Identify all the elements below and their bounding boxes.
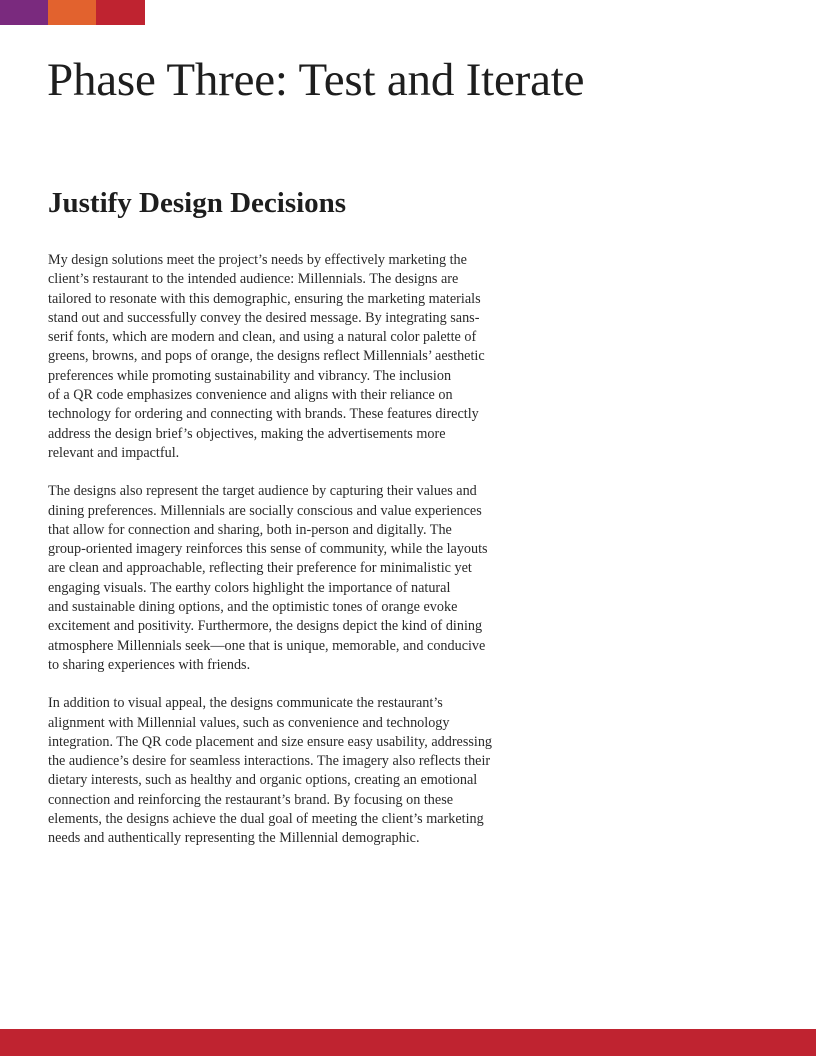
header-accent-bar [0, 0, 145, 25]
section-heading: Justify Design Decisions [48, 187, 347, 219]
body-paragraph [48, 694, 553, 848]
paragraph-line: that allow for connection and sharing, both in-person and digitally. The [48, 521, 452, 538]
paragraph-line: tailored to resonate with this demographic, ensuring the marketing materials [48, 290, 481, 307]
paragraph-line: dietary interests, such as healthy and organic options, creating an emotional [48, 772, 478, 789]
paragraph-line: to sharing experiences with friends. [48, 656, 251, 673]
footer-bar [0, 1029, 816, 1056]
paragraph-line: client’s restaurant to the intended audience: Millennials. The designs are [48, 271, 459, 288]
paragraph-line: dining preferences. Millennials are socially conscious and value experiences [48, 502, 482, 519]
body-paragraph [48, 482, 553, 675]
paragraph-line: relevant and impactful. [48, 444, 180, 461]
paragraph-line: stand out and successfully convey the desired message. By integrating sans- [48, 309, 480, 326]
accent-segment-orange [48, 0, 96, 25]
paragraph-line: connection and reinforcing the restaurant’s brand. By focusing on these [48, 791, 454, 808]
body-text [48, 251, 553, 868]
accent-segment-red [96, 0, 145, 25]
paragraph-line: technology for ordering and connecting with brands. These features directly [48, 406, 479, 423]
paragraph-line: address the design brief’s objectives, making the advertisements more [48, 425, 446, 442]
paragraph-line: elements, the designs achieve the dual goal of meeting the client’s marketing [48, 811, 484, 828]
paragraph-line: alignment with Millennial values, such as convenience and technology [48, 714, 450, 731]
paragraph-line: are clean and approachable, reflecting their preference for minimalistic yet [48, 560, 472, 577]
paragraph-line: integration. The QR code placement and size ensure easy usability, addressing [48, 733, 493, 750]
paragraph-line: serif fonts, which are modern and clean, and using a natural color palette of [48, 329, 477, 346]
paragraph-line: atmosphere Millennials seek—one that is unique, memorable, and conducive [48, 637, 486, 654]
paragraph-line: and sustainable dining options, and the optimistic tones of orange evoke [48, 599, 458, 616]
accent-segment-purple [0, 0, 48, 25]
paragraph-line: excitement and positivity. Furthermore, the designs depict the kind of dining [48, 618, 483, 635]
paragraph-line: preferences while promoting sustainability and vibrancy. The inclusion [48, 367, 452, 384]
paragraph-line: needs and authentically representing the Millennial demographic. [48, 830, 420, 847]
page-title: Phase Three: Test and Iterate [47, 54, 585, 106]
paragraph-line: group-oriented imagery reinforces this sense of community, while the layouts [48, 541, 488, 558]
paragraph-line: engaging visuals. The earthy colors highlight the importance of natural [48, 579, 451, 596]
paragraph-line: greens, browns, and pops of orange, the designs reflect Millennials’ aesthetic [48, 348, 485, 365]
paragraph-line: My design solutions meet the project’s needs by effectively marketing the [48, 252, 467, 268]
paragraph-line: The designs also represent the target audience by capturing their values and [48, 483, 477, 500]
paragraph-line: In addition to visual appeal, the designs communicate the restaurant’s [48, 695, 443, 712]
paragraph-line: the audience’s desire for seamless interactions. The imagery also reflects their [48, 753, 491, 770]
paragraph-line: of a QR code emphasizes convenience and aligns with their reliance on [48, 387, 453, 404]
body-paragraph [48, 251, 553, 463]
